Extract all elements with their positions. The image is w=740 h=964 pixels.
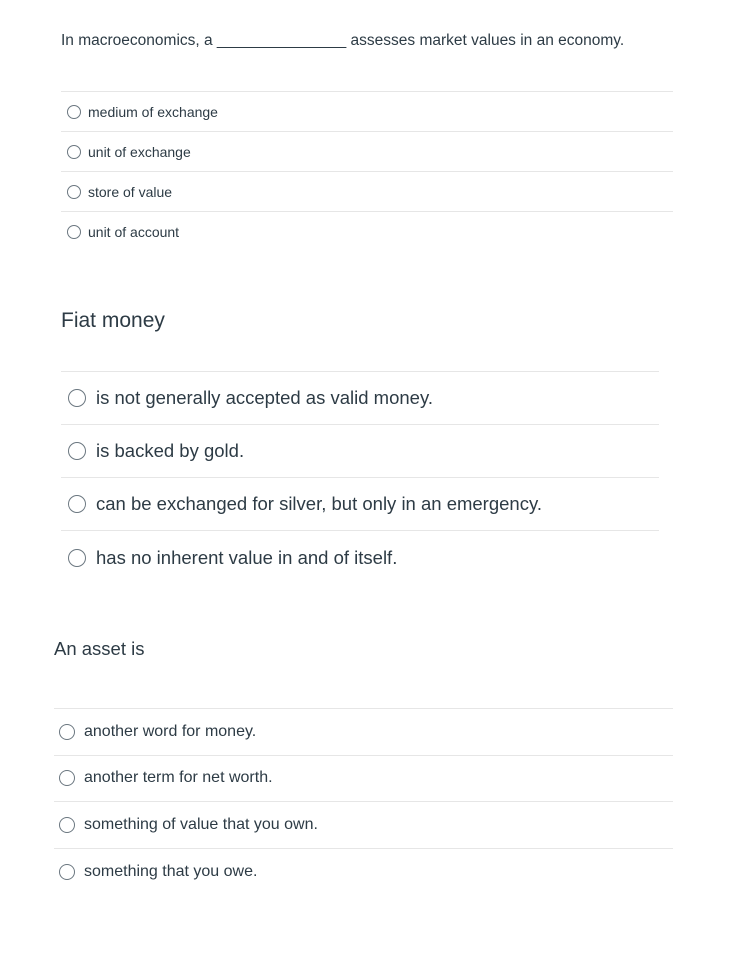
question-3-option-1[interactable] — [54, 709, 673, 756]
answer-label: is backed by gold. — [96, 440, 245, 461]
question-1-text: In macroeconomics, a _______________ assesses market values in an economy. — [61, 32, 625, 49]
question-3-text: An asset is — [54, 638, 145, 659]
answer-label: unit of exchange — [88, 143, 191, 160]
question-2-text: Fiat money — [61, 309, 165, 332]
radio-button-icon[interactable] — [68, 495, 86, 513]
radio-button-icon[interactable] — [68, 549, 86, 567]
answer-label: is not generally accepted as valid money. — [96, 387, 433, 408]
question-3-option-3[interactable] — [54, 802, 673, 849]
radio-button-icon[interactable] — [68, 389, 86, 407]
question-1-option-2[interactable] — [61, 132, 673, 172]
radio-button-icon[interactable] — [59, 770, 75, 786]
question-1-option-3[interactable] — [61, 172, 673, 212]
question-1-answers — [61, 91, 673, 252]
answer-label: another term for net worth. — [84, 769, 273, 787]
radio-button-icon[interactable] — [59, 817, 75, 833]
question-3-answers — [54, 708, 673, 895]
question-2-option-2[interactable] — [61, 425, 659, 478]
answer-label: medium of exchange — [88, 103, 218, 120]
question-1-option-1[interactable] — [61, 92, 673, 132]
radio-button-icon[interactable] — [67, 225, 81, 239]
question-2-option-4[interactable] — [61, 531, 659, 584]
question-2-option-1[interactable] — [61, 372, 659, 425]
radio-button-icon[interactable] — [59, 864, 75, 880]
question-2-option-3[interactable] — [61, 478, 659, 531]
answer-label: something that you owe. — [84, 862, 258, 880]
answer-label: store of value — [88, 183, 173, 200]
answer-label: unit of account — [88, 224, 180, 240]
answer-label: has no inherent value in and of itself. — [96, 546, 398, 568]
radio-button-icon[interactable] — [59, 724, 75, 740]
radio-button-icon[interactable] — [67, 185, 81, 199]
radio-button-icon[interactable] — [68, 442, 86, 460]
answer-label: another word for money. — [84, 722, 257, 740]
question-1-option-4[interactable] — [61, 212, 673, 252]
question-3-option-4[interactable] — [54, 849, 673, 896]
radio-button-icon[interactable] — [67, 105, 81, 119]
answer-label: something of value that you own. — [84, 815, 318, 833]
radio-button-icon[interactable] — [67, 145, 81, 159]
question-3-option-2[interactable] — [54, 756, 673, 803]
answer-label: can be exchanged for silver, but only in an emergency. — [96, 493, 542, 514]
question-2-answers — [61, 371, 659, 584]
